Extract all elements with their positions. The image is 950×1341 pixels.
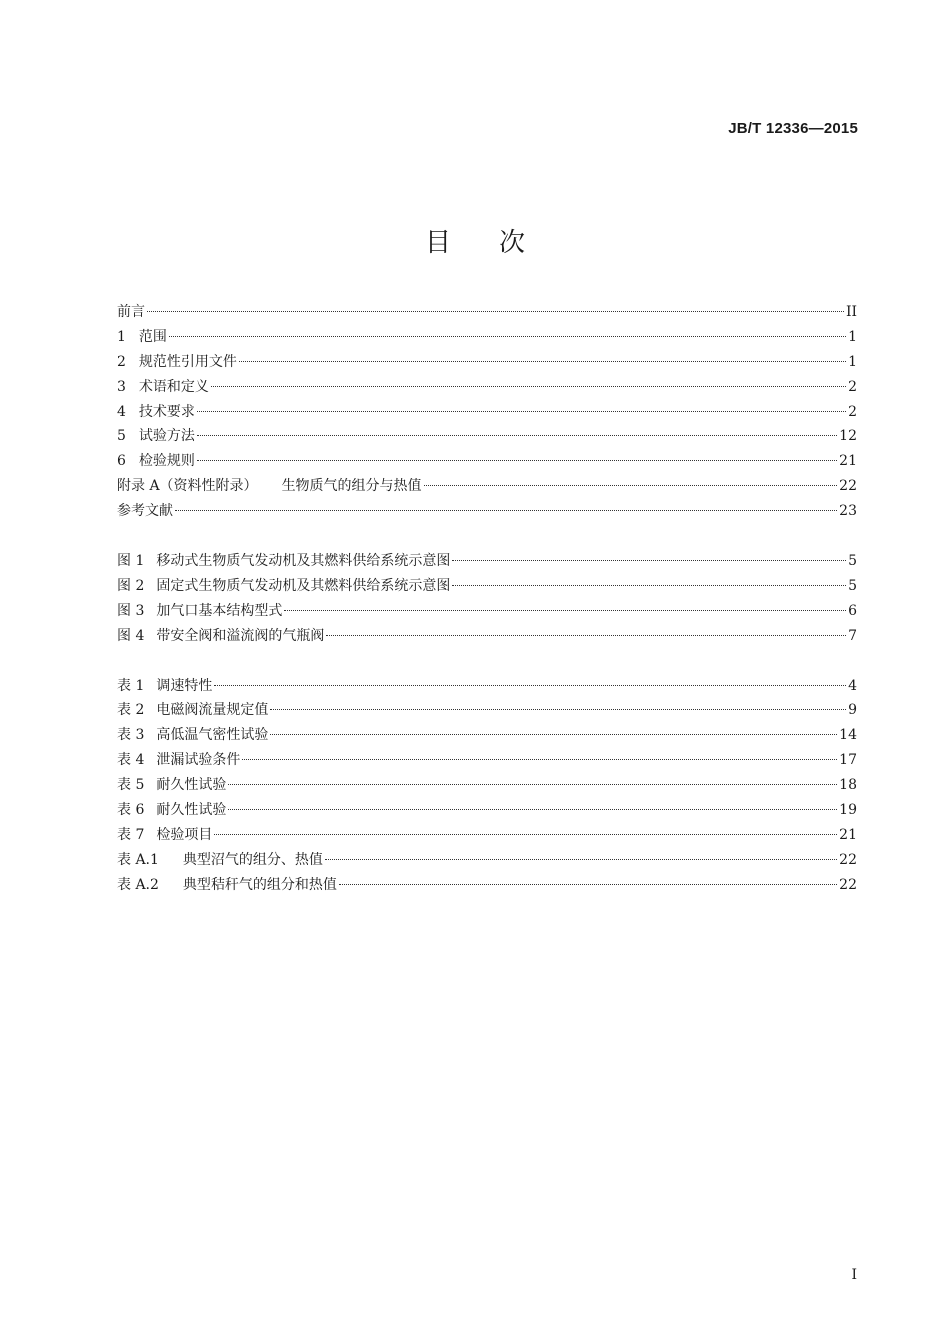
toc-entry-number: 表 A.2 <box>117 876 159 893</box>
dot-leader <box>270 709 846 710</box>
toc-entry-page: 1 <box>848 328 857 345</box>
toc-entry-label: 范围 <box>138 328 167 345</box>
toc-entry-label: 固定式生物质气发动机及其燃料供给系统示意图 <box>156 577 451 594</box>
toc-entry[interactable] <box>117 499 857 524</box>
toc-sections <box>117 300 857 524</box>
dot-leader <box>197 435 837 436</box>
toc-entry-page: 6 <box>848 602 857 619</box>
toc-entry-page: 23 <box>839 503 857 520</box>
dot-leader <box>214 834 837 835</box>
toc-entry-page: 12 <box>839 428 857 445</box>
toc-entry-label: 泄漏试验条件 <box>156 752 241 769</box>
toc-entry-number: 图 1 <box>117 553 145 570</box>
toc-entry-label: 典型秸秆气的组分和热值 <box>182 876 337 893</box>
toc-entry-number: 表 A.1 <box>117 851 159 868</box>
toc-entry[interactable] <box>117 375 857 400</box>
toc-entry-label: 加气口基本结构型式 <box>156 602 283 619</box>
dot-leader <box>197 460 837 461</box>
dot-leader <box>452 585 846 586</box>
toc-entry-number: 表 7 <box>117 826 145 843</box>
toc-entry-label: 技术要求 <box>138 403 195 420</box>
toc-entry[interactable] <box>117 449 857 474</box>
title-char-2: 次 <box>499 228 526 258</box>
toc-entry-number: 表 4 <box>117 752 145 769</box>
toc-entry[interactable] <box>117 599 857 624</box>
dot-leader <box>228 809 837 810</box>
toc-entry[interactable] <box>117 873 857 898</box>
toc-entry-page: 22 <box>839 851 857 868</box>
dot-leader <box>239 361 846 362</box>
toc-entry-page: 14 <box>839 727 857 744</box>
toc-entry-label: 带安全阀和溢流阀的气瓶阀 <box>156 627 325 644</box>
dot-leader <box>326 635 846 636</box>
dot-leader <box>228 784 837 785</box>
title-char-1: 目 <box>424 228 451 258</box>
toc-entry[interactable] <box>117 549 857 574</box>
dot-leader <box>284 610 846 611</box>
toc-entry[interactable] <box>117 424 857 449</box>
dot-leader <box>214 685 846 686</box>
dot-leader <box>424 485 838 486</box>
toc-entry-page: 21 <box>839 453 857 470</box>
toc-entry-label: 电磁阀流量规定值 <box>156 702 269 719</box>
toc-entry[interactable] <box>117 773 857 798</box>
dot-leader <box>211 386 846 387</box>
toc-entry-number: 表 2 <box>117 702 145 719</box>
toc-entry[interactable] <box>117 798 857 823</box>
toc-entry-number: 3 <box>117 378 126 395</box>
toc-entry-page: 2 <box>848 403 857 420</box>
toc-entry[interactable] <box>117 748 857 773</box>
toc-entry-page: 22 <box>839 478 857 495</box>
toc-entry[interactable] <box>117 350 857 375</box>
toc-entry-page: 2 <box>848 378 857 395</box>
dot-leader <box>175 510 837 511</box>
toc-entry-label: 术语和定义 <box>138 378 209 395</box>
toc-entry-label: 前言 <box>117 304 145 320</box>
toc-entry-page: 5 <box>848 577 857 594</box>
toc-entry-number: 表 6 <box>117 802 145 819</box>
toc-entry-number: 5 <box>117 428 126 445</box>
toc-entry-page: 7 <box>848 627 857 644</box>
toc-entry-label: 耐久性试验 <box>156 777 227 794</box>
toc-entry-label: 检验规则 <box>138 453 195 470</box>
toc-entry[interactable] <box>117 300 857 325</box>
page-number: I <box>851 1267 857 1283</box>
toc-entry-page: 9 <box>848 702 857 719</box>
toc-entry[interactable] <box>117 624 857 649</box>
toc-entry[interactable] <box>117 698 857 723</box>
toc-entry-number: 4 <box>117 403 126 420</box>
toc-entry[interactable] <box>117 325 857 350</box>
dot-leader <box>270 734 837 735</box>
toc-spacer <box>117 524 857 549</box>
toc-entry[interactable] <box>117 574 857 599</box>
dot-leader <box>169 336 846 337</box>
toc-entry[interactable] <box>117 474 857 499</box>
toc-entry-number: 附录 A（资料性附录） <box>117 478 258 495</box>
toc-entry-number: 1 <box>117 328 126 345</box>
dot-leader <box>339 884 837 885</box>
toc-entry-number: 2 <box>117 353 126 370</box>
toc-entry-number: 图 3 <box>117 602 145 619</box>
dot-leader <box>325 859 837 860</box>
page-title <box>0 222 950 259</box>
toc-entry-number: 图 2 <box>117 577 145 594</box>
standard-code: JB/T 12336—2015 <box>728 120 858 137</box>
toc-entry-number: 表 5 <box>117 777 145 794</box>
toc-entry[interactable] <box>117 848 857 873</box>
toc-entry[interactable] <box>117 823 857 848</box>
toc-entry-page: II <box>845 304 857 320</box>
toc-entry-label: 检验项目 <box>156 826 213 843</box>
toc-entry[interactable] <box>117 674 857 699</box>
toc-entry-label: 调速特性 <box>156 677 213 694</box>
toc-figures <box>117 549 857 649</box>
toc-entry-label: 高低温气密性试验 <box>156 727 269 744</box>
toc-entry-page: 1 <box>848 353 857 370</box>
toc-entry-label: 耐久性试验 <box>156 802 227 819</box>
toc-entry[interactable] <box>117 400 857 425</box>
toc-entry-page: 17 <box>839 752 857 769</box>
toc-spacer <box>117 649 857 674</box>
toc-entry-number: 6 <box>117 453 126 470</box>
toc-entry-page: 22 <box>839 876 857 893</box>
dot-leader <box>197 411 846 412</box>
toc-entry-number: 表 1 <box>117 677 145 694</box>
toc-entry[interactable] <box>117 723 857 748</box>
toc-tables <box>117 674 857 898</box>
toc-entry-label: 规范性引用文件 <box>138 353 237 370</box>
toc-entry-page: 5 <box>848 553 857 570</box>
toc-entry-page: 21 <box>839 826 857 843</box>
dot-leader <box>147 311 844 312</box>
toc-entry-number: 表 3 <box>117 727 145 744</box>
toc-entry-label: 典型沼气的组分、热值 <box>182 851 323 868</box>
toc-entry-page: 18 <box>839 777 857 794</box>
dot-leader <box>242 759 837 760</box>
toc-entry-page: 4 <box>848 677 857 694</box>
dot-leader <box>452 560 846 561</box>
toc-entry-label: 参考文献 <box>117 503 173 520</box>
toc-entry-label: 生物质气的组分与热值 <box>281 478 422 495</box>
table-of-contents <box>117 300 857 898</box>
toc-entry-label: 试验方法 <box>138 428 195 445</box>
toc-entry-number: 图 4 <box>117 627 145 644</box>
toc-entry-page: 19 <box>839 802 857 819</box>
toc-entry-label: 移动式生物质气发动机及其燃料供给系统示意图 <box>156 553 451 570</box>
